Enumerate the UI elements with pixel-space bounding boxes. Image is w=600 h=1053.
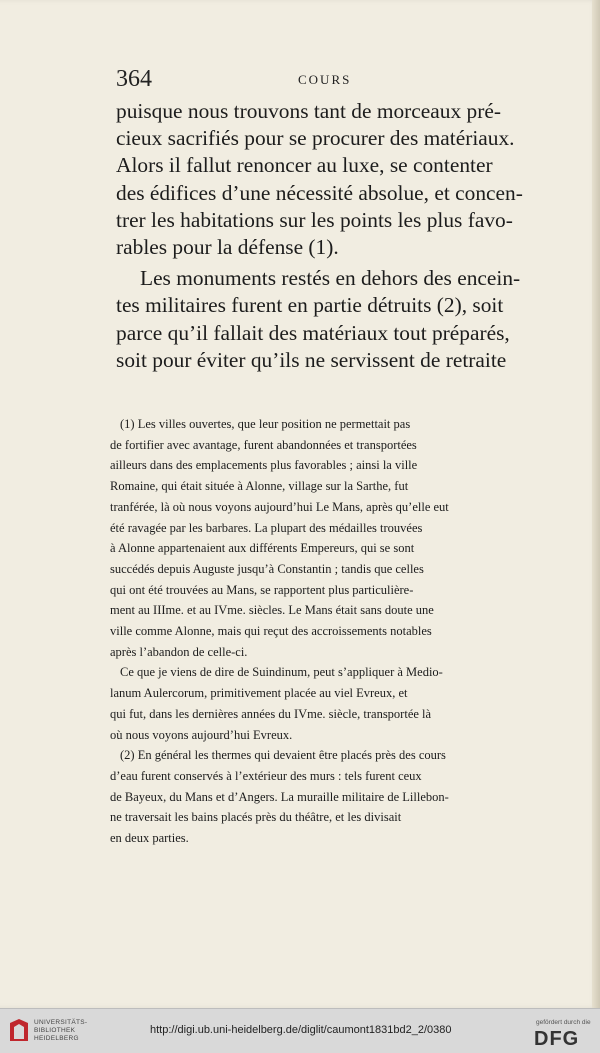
running-head: COURS [298, 72, 352, 87]
text-line: succédés depuis Auguste jusqu’à Constantin ; tandis que celles [110, 561, 424, 576]
library-name-line: BIBLIOTHEK [34, 1027, 76, 1034]
library-name-line: UNIVERSITÄTS- [34, 1019, 88, 1026]
text-line: (1) Les villes ouvertes, que leur position ne permettait pas [120, 417, 411, 431]
text-line: qui fut, dans les dernières années du IVme. siècle, transportée là [110, 706, 432, 721]
dfg-logo: DFG [534, 1028, 580, 1050]
text-line: ment au IIIme. et au IVme. siècles. Le Mans était sans doute une [110, 603, 434, 618]
text-line: cieux sacrifiés pour se procurer des matériaux. [116, 126, 515, 151]
text-line: tranférée, là où nous voyons aujourd’hui Le Mans, après qu’elle eut [110, 499, 449, 514]
footnote-2 [110, 745, 525, 849]
text-line: de Bayeux, du Mans et d’Angers. La muraille militaire de Lillebon- [110, 789, 449, 804]
viewer-footer [0, 1008, 600, 1053]
text-line: Les monuments restés en dehors des encein- [140, 266, 521, 291]
text-line: soit pour éviter qu’ils ne servissent de retraite [116, 347, 507, 372]
paragraph-2 [116, 265, 530, 374]
permalink-url[interactable]: http://digi.ub.uni-heidelberg.de/diglit/caumont1831bd2_2/0380 [150, 1024, 452, 1036]
university-library-logo-icon [8, 1017, 30, 1043]
page-edge-shadow [592, 0, 600, 1008]
text-line: été ravagée par les barbares. La plupart des médailles trouvées [110, 520, 423, 535]
text-line: où nous voyons aujourd’hui Evreux. [110, 727, 293, 742]
text-line: d’eau furent conservés à l’extérieur des murs : tels furent ceux [110, 768, 422, 783]
main-text [116, 98, 530, 374]
text-line: des édifices d’une nécessité absolue, et concen- [116, 180, 523, 205]
text-line: puisque nous trouvons tant de morceaux pré- [116, 99, 501, 123]
text-line: parce qu’il fallait des matériaux tout préparés, [116, 320, 510, 345]
text-line: lanum Aulercorum, primitivement placée au viel Evreux, et [110, 686, 408, 701]
text-line: rables pour la défense (1). [116, 235, 339, 260]
library-name-line: HEIDELBERG [34, 1035, 79, 1042]
text-line: ne traversait les bains placés près du théâtre, et les divisait [110, 810, 402, 825]
text-line: Alors il fallut renoncer au luxe, se contenter [116, 153, 493, 178]
sponsor-label: gefördert durch die [536, 1019, 591, 1026]
text-line: tes militaires furent en partie détruits (2), soit [116, 293, 504, 318]
text-line: (2) En général les thermes qui devaient être placés près des cours [120, 748, 446, 763]
text-line: trer les habitations sur les points les plus favo- [116, 207, 513, 232]
text-line: Ce que je viens de dire de Suindinum, peut s’appliquer à Medio- [120, 665, 443, 680]
footnote-1-continued [110, 662, 525, 745]
text-line: qui ont été trouvées au Mans, se rapportent plus particulière- [110, 582, 414, 597]
page-number: 364 [116, 66, 152, 92]
page-header [116, 66, 526, 92]
text-line: ailleurs dans des emplacements plus favorables ; ainsi la ville [110, 458, 418, 473]
footnote-1 [110, 414, 525, 662]
text-line: ville comme Alonne, mais qui reçut des accroissements notables [110, 624, 432, 639]
text-line: Romaine, qui était située à Alonne, village sur la Sarthe, fut [110, 479, 409, 494]
text-line: en deux parties. [110, 831, 189, 846]
text-line: à Alonne appartenaient aux différents Empereurs, qui se sont [110, 541, 415, 556]
footnotes [110, 414, 525, 849]
library-name [34, 1019, 87, 1043]
text-line: de fortifier avec avantage, furent abandonnées et transportées [110, 437, 417, 452]
paragraph-1 [116, 98, 530, 261]
text-line: après l’abandon de celle-ci. [110, 644, 248, 659]
